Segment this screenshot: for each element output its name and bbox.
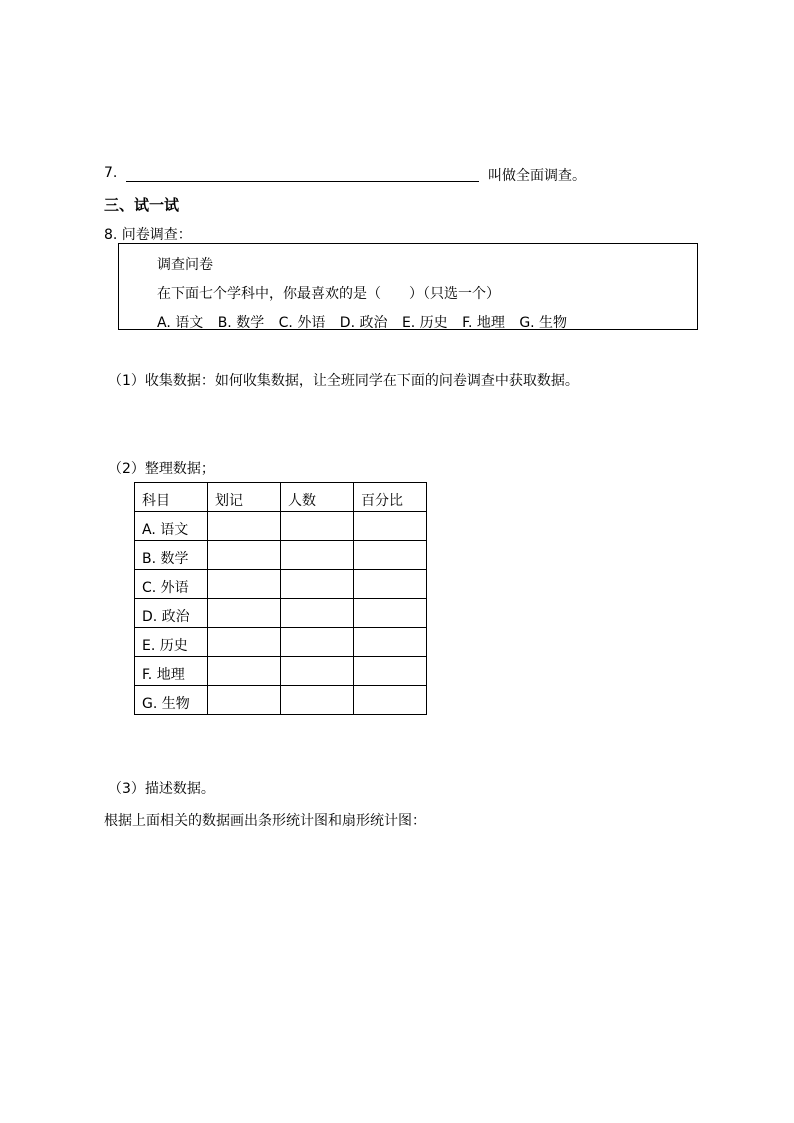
table-cell-count[interactable] <box>281 512 354 541</box>
survey-option[interactable]: E. 历史 <box>401 315 448 331</box>
table-cell-percent[interactable] <box>354 570 427 599</box>
step-collect-data: （1）收集数据：如何收集数据，让全班同学在下面的问卷调查中获取数据。 <box>108 373 579 389</box>
table-header-row <box>135 483 427 512</box>
table-cell-subject: F. 地理 <box>135 657 208 686</box>
survey-options <box>157 312 567 332</box>
table-header-cell: 科目 <box>135 483 208 512</box>
table-cell-count[interactable] <box>281 628 354 657</box>
table-row <box>135 628 427 657</box>
survey-option[interactable]: C. 外语 <box>278 315 326 331</box>
table-cell-percent[interactable] <box>354 686 427 715</box>
question-7-number: 7. <box>104 165 118 181</box>
question-8-label: 8. 问卷调查： <box>104 227 192 243</box>
table-cell-percent[interactable] <box>354 541 427 570</box>
table-cell-percent[interactable] <box>354 628 427 657</box>
table-cell-count[interactable] <box>281 599 354 628</box>
survey-option[interactable]: D. 政治 <box>339 315 388 331</box>
table-cell-tally[interactable] <box>208 541 281 570</box>
table-row <box>135 686 427 715</box>
answer-blank-line[interactable] <box>126 181 479 182</box>
table-cell-count[interactable] <box>281 541 354 570</box>
survey-option[interactable]: G. 生物 <box>519 315 568 331</box>
step-organize-data: （2）整理数据； <box>108 461 215 477</box>
table-cell-subject: G. 生物 <box>135 686 208 715</box>
table-row <box>135 541 427 570</box>
table-cell-tally[interactable] <box>208 657 281 686</box>
table-cell-tally[interactable] <box>208 570 281 599</box>
tally-table <box>134 482 427 715</box>
table-cell-percent[interactable] <box>354 512 427 541</box>
table-cell-count[interactable] <box>281 570 354 599</box>
table-cell-subject: A. 语文 <box>135 512 208 541</box>
survey-option[interactable]: B. 数学 <box>217 315 265 331</box>
step-describe-data: （3）描述数据。 <box>108 781 215 797</box>
table-cell-subject: B. 数学 <box>135 541 208 570</box>
survey-option[interactable]: A. 语文 <box>157 315 204 331</box>
table-cell-count[interactable] <box>281 686 354 715</box>
table-row <box>135 570 427 599</box>
table-cell-subject: D. 政治 <box>135 599 208 628</box>
table-cell-percent[interactable] <box>354 599 427 628</box>
table-cell-tally[interactable] <box>208 686 281 715</box>
survey-question: 在下面七个学科中，你最喜欢的是（ ）（只选一个） <box>157 286 500 302</box>
survey-title: 调查问卷 <box>157 257 213 273</box>
table-row <box>135 599 427 628</box>
section-heading: 三、试一试 <box>104 196 180 214</box>
table-cell-percent[interactable] <box>354 657 427 686</box>
table-cell-count[interactable] <box>281 657 354 686</box>
table-cell-subject: E. 历史 <box>135 628 208 657</box>
table-row <box>135 657 427 686</box>
survey-option[interactable]: F. 地理 <box>462 315 505 331</box>
table-cell-tally[interactable] <box>208 628 281 657</box>
table-header-cell: 百分比 <box>354 483 427 512</box>
table-cell-tally[interactable] <box>208 599 281 628</box>
table-header-cell: 人数 <box>281 483 354 512</box>
chart-instruction: 根据上面相关的数据画出条形统计图和扇形统计图： <box>104 813 426 829</box>
table-header-cell: 划记 <box>208 483 281 512</box>
table-cell-subject: C. 外语 <box>135 570 208 599</box>
table-cell-tally[interactable] <box>208 512 281 541</box>
question-7-text: 叫做全面调查。 <box>488 168 586 184</box>
table-row <box>135 512 427 541</box>
